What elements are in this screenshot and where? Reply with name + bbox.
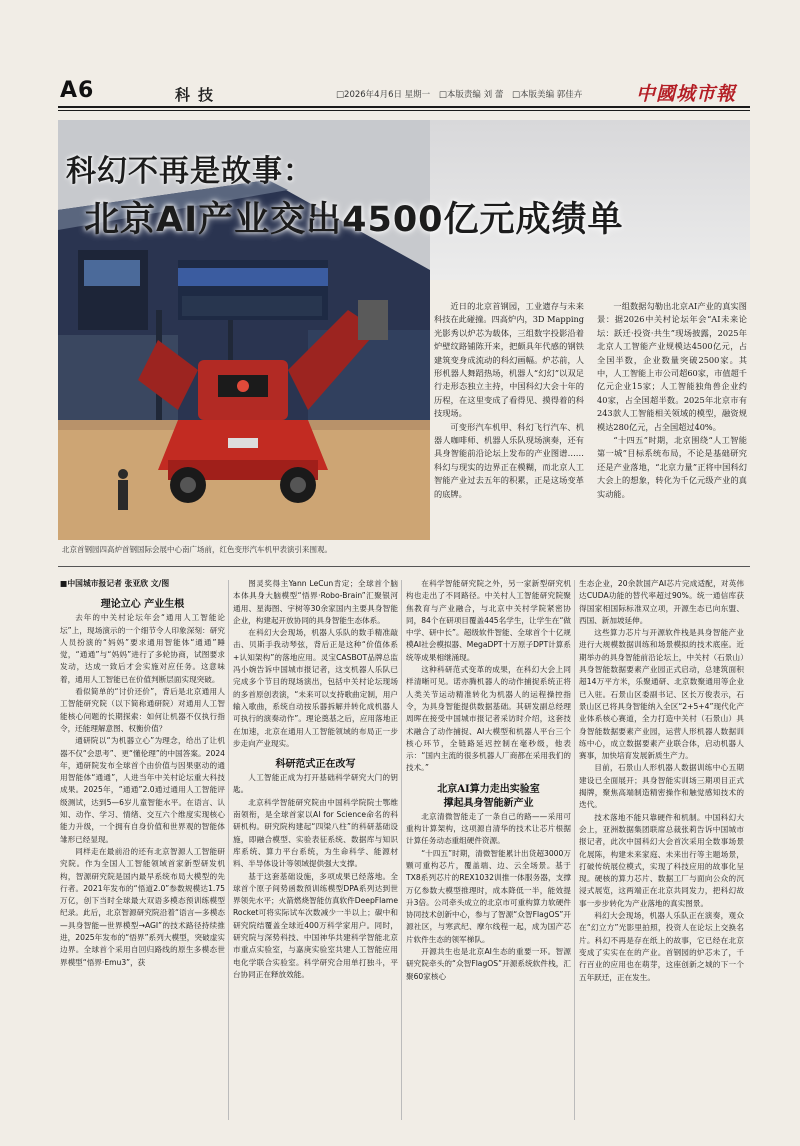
header-rule [58, 106, 750, 108]
body-paragraph: 通研院以“为机器立心”为理念，给出了让机器不仅“会思考”、更“懂伦理”的中国答案。2024年，通研院发布全球首个由价值与因果驱动的通用智能体“通通”，人进当年中关村论坛重大科技成果。2025年，“通通”2.0通过通用人工智能评级测试，达到5—6岁儿童智能水平。在语言、认知、动作、学习、情绪、交互六个维度实现核心能力升级，一个拥有自身价值和世界观的智能体雏形已经显现。 [60, 736, 225, 844]
body-column-1 [60, 578, 225, 969]
issue-meta [336, 88, 588, 100]
lede-paragraph: 一组数据勾勒出北京AI产业的真实图景：据2026中关村论坛年会“AI未来论坛：跃迁·投资·共生”现场披露，2025年北京人工智能产业规模达4500亿元，占全国半数，企业数量突破2500家。其中，人工智能上市公司超60家，市值超千亿元企业15家；人工智能独角兽企业约40家，占全国超半数。2025年北京市有243款人工智能相关领域的模型，融资规模达280亿元，占全国超过40%。 [597, 301, 747, 432]
column-separator [574, 580, 575, 1120]
body-paragraph: 在科学智能研究院之外，另一家新型研究机构也走出了不同路径。中关村人工智能研究院聚焦教育与产业融合，与北京中关村学院紧密协同，84个在研项目覆盖445名学生，让学生在“做中学、研中长”。超级软件智能、全球首个十亿规模AI社会模拟器、MegaDPT十万原子DPT计算系统等成果相继涌现。 [406, 579, 571, 662]
body-paragraph: 开源共生也是北京AI生态的重要一环。智源研究院牵头的“众智FlagOS”开源系统软件栈，汇聚60家核心 [406, 947, 571, 981]
body-paragraph: 生态企业，20余款国产AI芯片完成适配，对英伟达CUDA功能的替代率超过90%。统一通信库获得国家相国际标准双立项，开源生态已向东盟、西国、新加坡延伸。 [579, 579, 744, 625]
body-paragraph: 科幻大会现场，机器人乐队正在演奏，观众在“幻立方”光影里拍照，投资人在论坛上交换名片。科幻不再是存在纸上的故事，它已经在北京变成了实实在在的产业。首钢园的炉芯未了，千行百业的应用也在萌芽，这座创新之城的下一个五年跃迁，正在发生。 [579, 911, 744, 982]
body-column-4 [579, 578, 744, 984]
lede-paragraph: “十四五”时期，北京围绕“人工智能第一城”目标系统布局，不论是基础研究还是产业落地，“北京力量”正将中国科幻大会上的想象，转化为千亿元级产业的真实动能。 [597, 435, 747, 499]
newspaper-masthead: 中國城市報 [636, 83, 737, 105]
body-paragraph: 看似简单的“讨价还价”，背后是北京通用人工智能研究院（以下简称通研院）对通用人工智能核心问题的长期探索：如何让机器不仅执行指令，还能理解意图、权衡价值？ [60, 687, 225, 733]
header-rule-thin [58, 110, 750, 111]
page-number: A6 [60, 78, 95, 103]
body-paragraph: 技术落地不能只靠硬件和机制。中国科幻大会上，亚洲数据集团联席总裁张莉告诉中国城市报记者，此次中国科幻大会首次采用全数事场景化展陈，构建未来家庭、未来出行等主题场景，打破传统展位模式，实现了科技应用的故事化呈现。硬核的算力芯片、数据工厂与面向公众的沉浸式展览，这两端正在北京共同发力，把科幻故事一步步转化为产业落地的真实图景。 [579, 812, 744, 908]
body-column-3 [406, 578, 571, 983]
issue-date: □2026年4月6日 星期一 [336, 90, 431, 100]
body-paragraph: 在科幻大会现场，机器人乐队的数手精准敲击、贝斯手我动琴弦，背后正是这种“价值体系+认知架构”的落地应用。灵宝CASBOT品牌总监冯小婉告诉中国城市报记者，这支机器人乐队已完成多个节目的现场演出，包括中关村论坛现场的多首原创表演，“未来可以支持歌曲定制，用户输入歌曲，系统自动按乐器拆解并转化成机器人可执行的演奏动作”。理论奠基之后，应用落地正在加速，北京在通用人工智能领域的布局正一步步走向产业现实。 [233, 628, 398, 748]
body-paragraph: 去年的中关村论坛年会“通用人工智能论坛”上，现场演示的一个细节令人印象深刻：研究人员扮演的“妈妈”要求通用智能体“通通”睡觉，“通通”与“妈妈”进行了多轮协商，试图要求发动，达成一致后才会实施对应任务。这意味着，通用人工智能已在价值判断层面实现突破。 [60, 613, 225, 684]
subheading: 北京AI算力走出实验室 撑起具身智能新产业 [437, 783, 540, 809]
body-paragraph: “十四五”时期，清微智能累计出货超3000万颗可重构芯片，覆盖端、边、云全场景。基于TX8系列芯片的REX1032训推一体服务器，支撑万亿参数大模型推理时，成本降低一半，能效提升3倍。公司牵头成立的北京市可重构算力软硬件协同技术创新中心，参与了智源“众智FlagOS”开源社区，与寒武纪、摩尔线程一起，成为国产芯片软件生态的领军梯队。 [406, 848, 571, 944]
lede-paragraph: 可变形汽车机甲、科幻飞行汽车、机器人咖啡师、机器人乐队现场演奏，还有具身智能前沿论坛上发布的产业图谱……科幻与现实的边界正在模糊，而北京人工智能产业过去五年的积累，正是这场变革的底牌。 [434, 421, 584, 499]
article-kicker: 科幻不再是故事： [66, 154, 314, 189]
subheading: 理论立心 产业生根 [100, 599, 185, 611]
lede-column-1 [434, 300, 584, 501]
body-paragraph: 基于这套基础设施，多项成果已经落地。全球首个原子间势函数预训练模型DPA系列达到世界领先水平；火箭燃烧智能仿真软件DeepFlame Rocket可将实际试车次数减少一半以上；碳中和研究院结覆盖全球近400万科学家用户。同时，研究院与深势科技、中国神华共建科学智能北京市重点实验室，与嘉庚实验室共建人工智能应用电化学联合实验室。科学研究合用单打独斗，平台协同正在释放效能。 [233, 871, 398, 979]
photo-caption: 北京首钢园四高炉首钢国际会展中心南广场前，红色变形汽车机甲表演引来围观。 [62, 545, 332, 554]
subheading: 科研范式正在改写 [275, 759, 356, 771]
body-paragraph: 北京科学智能研究院由中国科学院院士鄂维南领衔，是全球首家以AI for Science命名的科研机构。研究院构建起“四梁八柱”的科研基础设施，即融合模型、实验表征系统、数据库与知识库系统、算力平台系统，为生命科学、能源材料、半导体设计等领域提供强大支撑。 [233, 797, 398, 869]
column-separator [228, 580, 229, 1120]
body-paragraph: 同样走在最前沿的还有北京智源人工智能研究院。作为全国人工智能领域首家新型研发机构，智源研究院是国内最早系统布局大模型的先行者。2021年发布的“悟道2.0”参数规模达1.75万亿，创下当时全球最大双语多模态预训练模型纪录。此后，北京智源研究院沿着“语言—多模态—具身智能—世界模型→AGI”的技术路径持续推进，2025年发布的“悟界”系列大模型，突破虚实边界。全球首个采用自回归路线的原生多模态世界模型“悟界·Emu3”，获 [60, 846, 225, 967]
lede-column-2 [597, 300, 747, 501]
issue-designer: □本版美编 郭佳卉 [512, 90, 583, 100]
body-column-2 [233, 578, 398, 981]
article-headline: 北京AI产业交出4500亿元成绩单 [84, 200, 624, 240]
body-paragraph: 这些算力芯片与开源软件栈是具身智能产业进行大规模数据训练和场景模拟的技术底座。近期举办的具身智能前沿论坛上，中关村（石景山）具身智能数据要素产业园正式启动，总建筑面积超14万平方米，乐聚通研、北京数聚通用等企业已入驻。石景山区委副书记、区长万俊表示，石景山区已将具身智能纳入全区“2+5+4”现代化产业体系核心赛道，全力打造中关村（石景山）具身智能数据要素产业园，运营人形机器人数据训练中心，成立数据要素产业联合体，启动机器人赛事，加快培育发展新质生产力。 [579, 628, 744, 761]
section-name: 科技 [175, 86, 222, 104]
lede-paragraph: 近日的北京首钢园，工业遗存与未来科技在此碰撞。四高炉内，3D Mapping光影秀以炉芯为载体，三组数字投影沿着炉壁纹路铺陈开来，把颇具年代感的钢铁建筑变身成流动的科幻画幅。炉芯前，人形机器人舞蹈热场，机器人“幻幻”以双足行走形态独立主持，中国科幻大会十年的历程，在这里变成了看得见、摸得着的科技现场。 [434, 301, 584, 419]
body-paragraph: 这种科研范式变革的成果，在科幻大会上同样清晰可见。诺亦腾机器人的动作捕捉系统正将人类关节运动精准转化为机器人的运程操控指令，为具身智能提供数据基础。其研发副总经理周晖在接受中国城市报记者采访时介绍，这套技术融合了动作捕捉、AI大模型和机器人平台三个核心环节，全链路延迟控制在毫秒级，他表示：“国内主流的很多机器人厂商都在采用我们的技术。” [406, 665, 571, 773]
column-separator [401, 580, 402, 1120]
body-paragraph: 人工智能正成为打开基础科学研究大门的钥匙。 [233, 773, 398, 795]
body-paragraph: 北京清微智能走了一条自己的路——采用可重构计算架构，这项源自清华的技术让芯片根据计算任务动态重组硬件资源。 [406, 811, 571, 846]
issue-editor: □本版责编 刘 蕾 [438, 90, 504, 100]
body-paragraph: 图灵奖得主Yann LeCun肯定；全球首个脑本体具身大脑模型“悟界·Robo-Brain”汇聚银河通用、星海图、宇树等30余家国内主要具身智能企业，构建起开放协同的具身智能生态体系。 [233, 579, 398, 625]
section-divider [58, 566, 750, 567]
page-header [0, 0, 800, 112]
body-paragraph: 目前，石景山人形机器人数据训练中心五期建设已全面展开；具身智能实训场三期项目正式揭牌，聚焦高端制造精密操作和触觉感知技术的迭代。 [579, 763, 744, 810]
byline: ■中国城市报记者 张亚欣 文/图 [60, 579, 170, 588]
